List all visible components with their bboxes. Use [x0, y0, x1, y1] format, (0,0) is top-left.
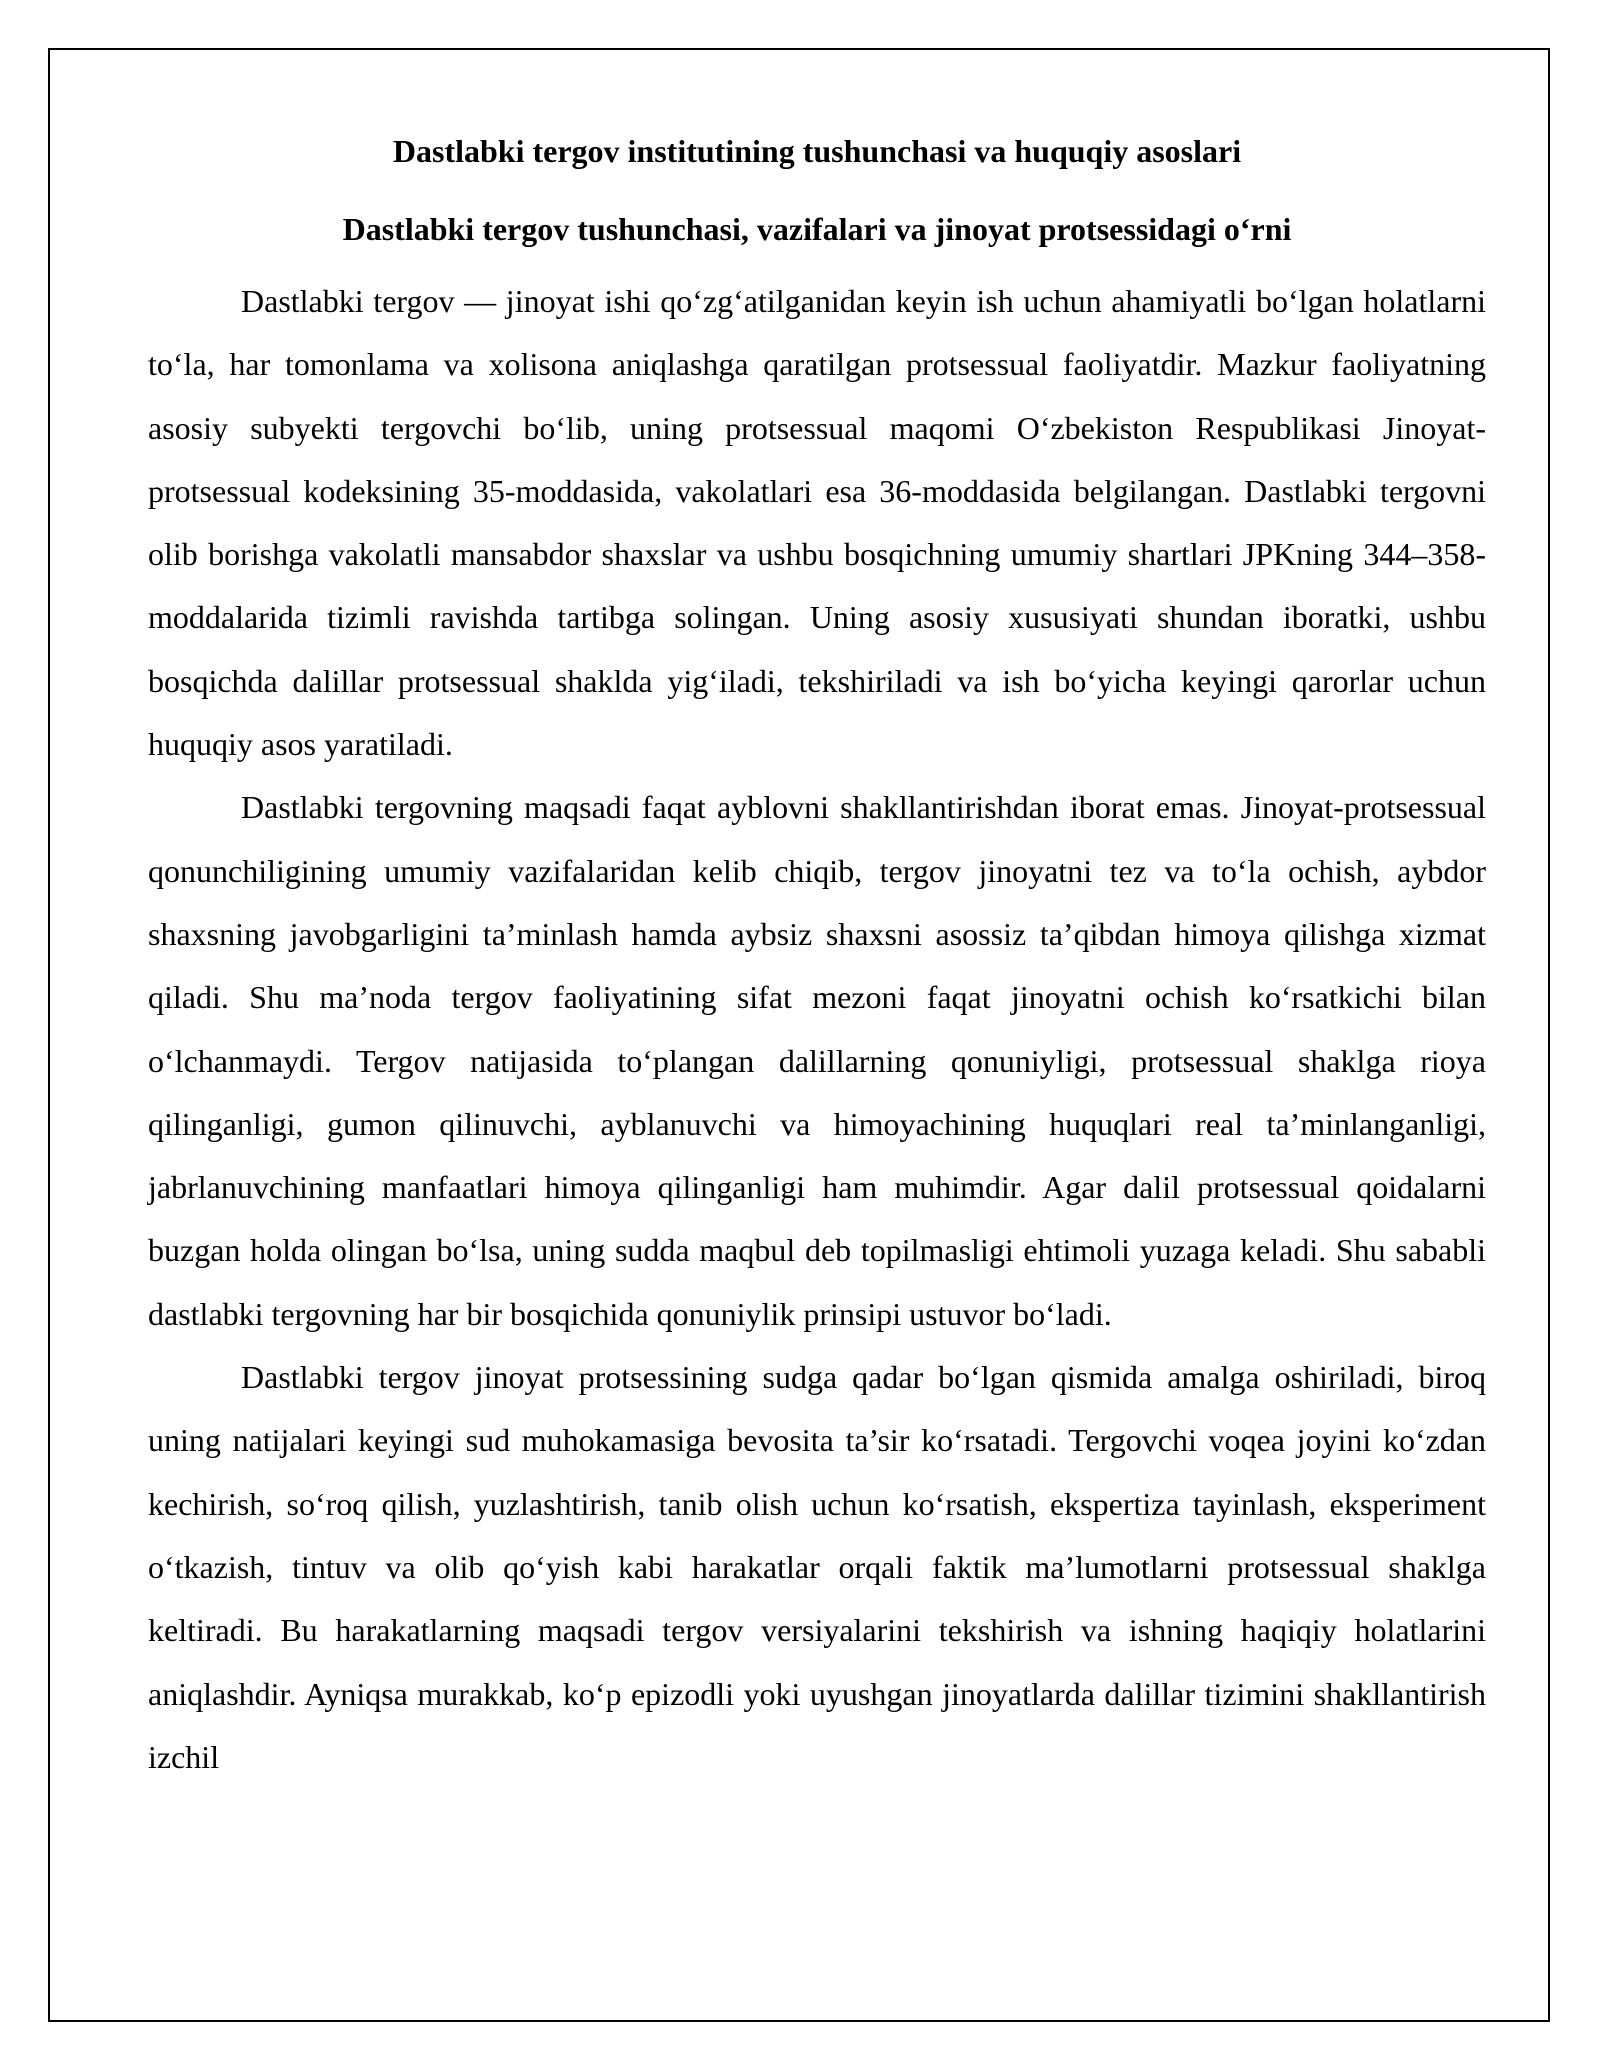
document-body — [148, 130, 1486, 1789]
paragraph-2: Dastlabki tergovning maqsadi faqat ayblovni shakllantirishdan iborat emas. Jinoyat-protsessual qonunchiligining umumiy vazifalaridan kelib chiqib, tergov jinoyatni tez va to‘la ochish, aybdor shaxsning javobgarligini ta’minlash hamda aybsiz shaxsni asossiz ta’qibdan himoya qilishga xizmat qiladi. Shu ma’noda tergov faoliyatining sifat mezoni faqat jinoyatni ochish ko‘rsatkichi bilan o‘lchanmaydi. Tergov natijasida to‘plangan dalillarning qonuniyligi, protsessual shaklga rioya qilinganligi, gumon qilinuvchi, ayblanuvchi va himoyachining huquqlari real ta’minlanganligi, jabrlanuvchining manfaatlari himoya qilinganligi ham muhimdir. Agar dalil protsessual qoidalarni buzgan holda olingan bo‘lsa, uning sudda maqbul deb topilmasligi ehtimoli yuzaga keladi. Shu sababli dastlabki tergovning har bir bosqichida qonuniylik prinsipi ustuvor bo‘ladi. — [148, 789, 1486, 1332]
paragraph-3: Dastlabki tergov jinoyat protsessining sudga qadar bo‘lgan qismida amalga oshiriladi, biroq uning natijalari keyingi sud muhokamasiga bevosita ta’sir ko‘rsatadi. Tergovchi voqea joyini ko‘zdan kechirish, so‘roq qilish, yuzlashtirish, tanib olish uchun ko‘rsatish, ekspertiza tayinlash, eksperiment o‘tkazish, tintuv va olib qo‘yish kabi harakatlar orqali faktik ma’lumotlarni protsessual shaklga keltiradi. Bu harakatlarning maqsadi tergov versiyalarini tekshirish va ishning haqiqiy holatlarini aniqlashdir. Ayniqsa murakkab, ko‘p epizodli yoki uyushgan jinoyatlarda dalillar tizimini shakllantirish izchil — [148, 1359, 1486, 1775]
section-subtitle: Dastlabki tergov tushunchasi, vazifalari va jinoyat protsessidagi o‘rni — [342, 211, 1292, 247]
paragraph-1: Dastlabki tergov — jinoyat ishi qo‘zg‘atilganidan keyin ish uchun ahamiyatli bo‘lgan holatlarni to‘la, har tomonlama va xolisona aniqlashga qaratilgan protsessual faoliyatdir. Mazkur faoliyatning asosiy subyekti tergovchi bo‘lib, uning protsessual maqomi O‘zbekiston Respublikasi Jinoyat-protsessual kodeksining 35-moddasida, vakolatlari esa 36-moddasida belgilangan. Dastlabki tergovni olib borishga vakolatli mansabdor shaxslar va ushbu bosqichning umumiy shartlari JPKning 344–358-moddalarida tizimli ravishda tartibga solingan. Uning asosiy xususiyati shundan iboratki, ushbu bosqichda dalillar protsessual shaklda yig‘iladi, tekshiriladi va ish bo‘yicha keyingi qarorlar uchun huquqiy asos yaratiladi. — [148, 283, 1486, 763]
document-title: Dastlabki tergov institutining tushunchasi va huquqiy asoslari — [392, 133, 1242, 169]
